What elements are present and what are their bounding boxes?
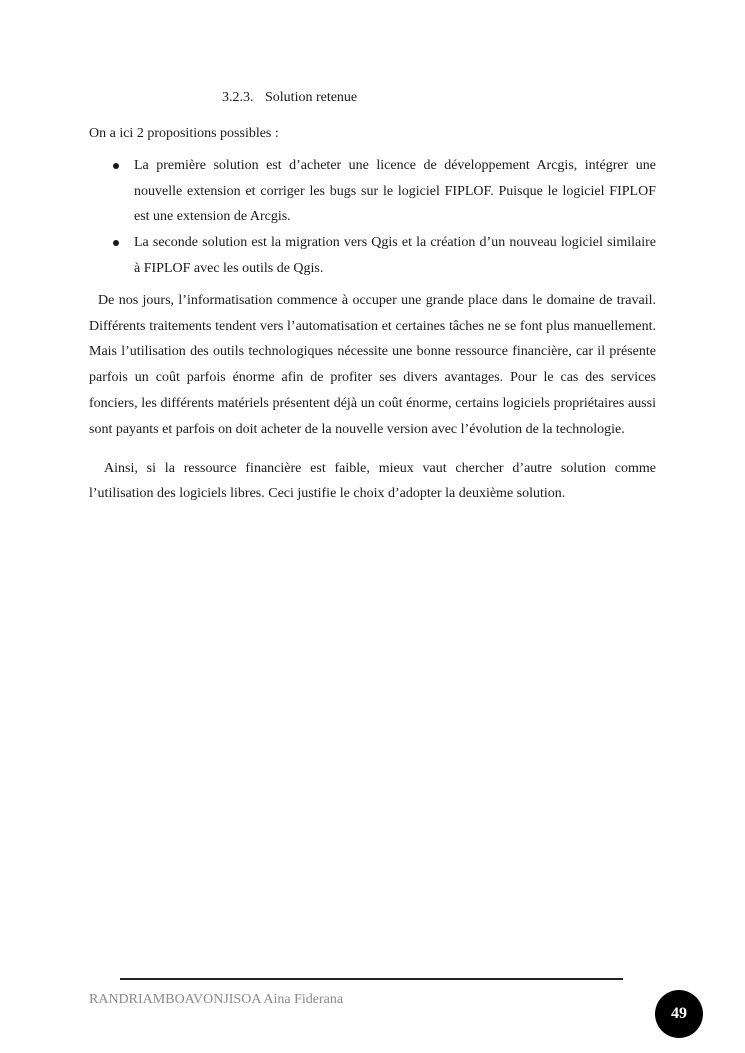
footer-divider [120,978,623,980]
section-number: 3.2.3. [222,90,254,105]
bullet-text: La première solution est d’acheter une licence de développement Arcgis, intégrer une nouvelle extension et corriger les bugs sur le logiciel FIPLOF. Puisque le logiciel FIPLOF est une extension de Arcgis. [134,157,656,225]
page-number-badge: 49 [655,990,703,1038]
bullet-list [89,153,656,282]
body-text [89,121,656,520]
bullet-dot-icon [113,240,119,246]
section-title: Solution retenue [265,90,358,105]
paragraph: Ainsi, si la ressource financière est faible, mieux vaut chercher d’autre solution comme l’utilisation des logiciels libres. Ceci justifie le choix d’adopter la deuxième solution. [89,460,656,502]
footer-author: RANDRIAMBOAVONJISOA Aina Fiderana [89,992,344,1007]
intro-text: On a ici 2 propositions possibles : [89,126,279,141]
bullet-item [89,230,656,282]
bullet-text: La seconde solution est la migration vers Qgis et la création d’un nouveau logiciel similaire à FIPLOF avec les outils de Qgis. [134,235,656,276]
bullet-item [89,153,656,230]
paragraph: De nos jours, l’informatisation commence à occuper une grande place dans le domaine de travail. Différents traitements tendent vers l’automatisation et certaines tâches ne se font plus manuellement. Mais l’utilisation des outils technologiques nécessite une bonne ressource financière, car il présente parfois un coût parfois énorme afin de profiter ses divers avantages. Pour le cas des services fonciers, les différents matériels présentent déjà un coût énorme, certains logiciels propriétaires aussi sont payants et parfois on doit acheter de la nouvelle version avec l’évolution de la technologie. [89,292,656,437]
bullet-dot-icon [113,163,119,169]
section-heading [222,89,357,107]
